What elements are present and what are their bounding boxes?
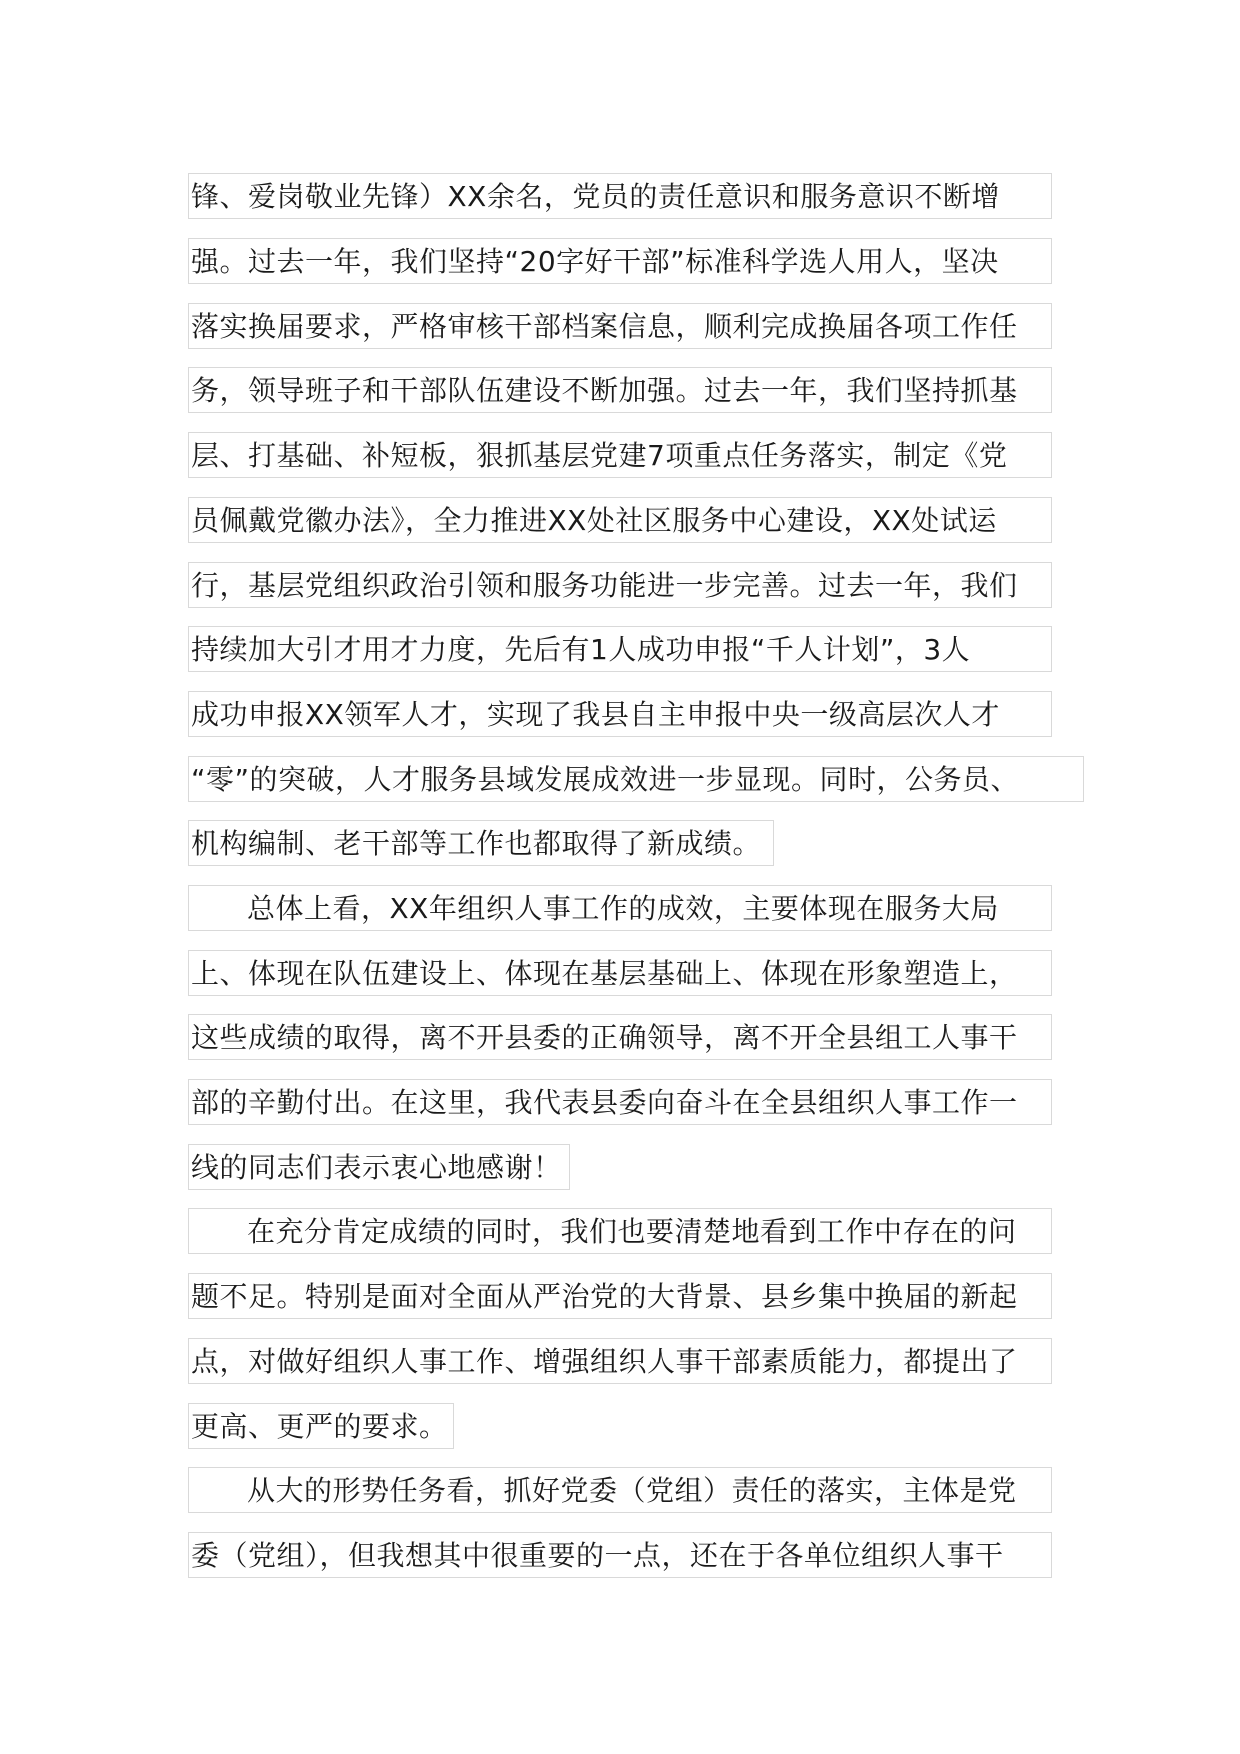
text-line: 委（党组），但我想其中很重要的一点，还在于各单位组织人事干: [188, 1532, 1052, 1578]
text-line: 层、打基础、补短板，狠抓基层党建7项重点任务落实，制定《党: [188, 432, 1052, 478]
paragraph-first-line: 从大的形势任务看，抓好党委（党组）责任的落实，主体是党: [188, 1467, 1052, 1513]
text-line: 务，领导班子和干部队伍建设不断加强。过去一年，我们坚持抓基: [188, 367, 1052, 413]
text-line: 机构编制、老干部等工作也都取得了新成绩。: [188, 820, 774, 866]
text-line: 线的同志们表示衷心地感谢！: [188, 1144, 570, 1190]
text-line: 题不足。特别是面对全面从严治党的大背景、县乡集中换届的新起: [188, 1273, 1052, 1319]
text-line: “零”的突破，人才服务县域发展成效进一步显现。同时，公务员、: [188, 756, 1084, 802]
text-line: 这些成绩的取得，离不开县委的正确领导，离不开全县组工人事干: [188, 1014, 1052, 1060]
paragraph-first-line: 在充分肯定成绩的同时，我们也要清楚地看到工作中存在的问: [188, 1208, 1052, 1254]
text-line: 行，基层党组织政治引领和服务功能进一步完善。过去一年，我们: [188, 562, 1052, 608]
text-line: 更高、更严的要求。: [188, 1403, 454, 1449]
paragraph-first-line: 总体上看，XX年组织人事工作的成效，主要体现在服务大局: [188, 885, 1052, 931]
text-line: 点，对做好组织人事工作、增强组织人事干部素质能力，都提出了: [188, 1338, 1052, 1384]
text-line: 员佩戴党徽办法》，全力推进XX处社区服务中心建设，XX处试运: [188, 497, 1052, 543]
text-line: 落实换届要求，严格审核干部档案信息，顺利完成换届各项工作任: [188, 303, 1052, 349]
text-line: 部的辛勤付出。在这里，我代表县委向奋斗在全县组织人事工作一: [188, 1079, 1052, 1125]
text-line: 锋、爱岗敬业先锋）XX余名，党员的责任意识和服务意识不断增: [188, 173, 1052, 219]
text-line: 成功申报XX领军人才，实现了我县自主申报中央一级高层次人才: [188, 691, 1052, 737]
text-line: 持续加大引才用才力度，先后有1人成功申报“千人计划”，3人: [188, 626, 1052, 672]
text-line: 强。过去一年，我们坚持“20字好干部”标准科学选人用人，坚决: [188, 238, 1052, 284]
text-line: 上、体现在队伍建设上、体现在基层基础上、体现在形象塑造上，: [188, 950, 1052, 996]
